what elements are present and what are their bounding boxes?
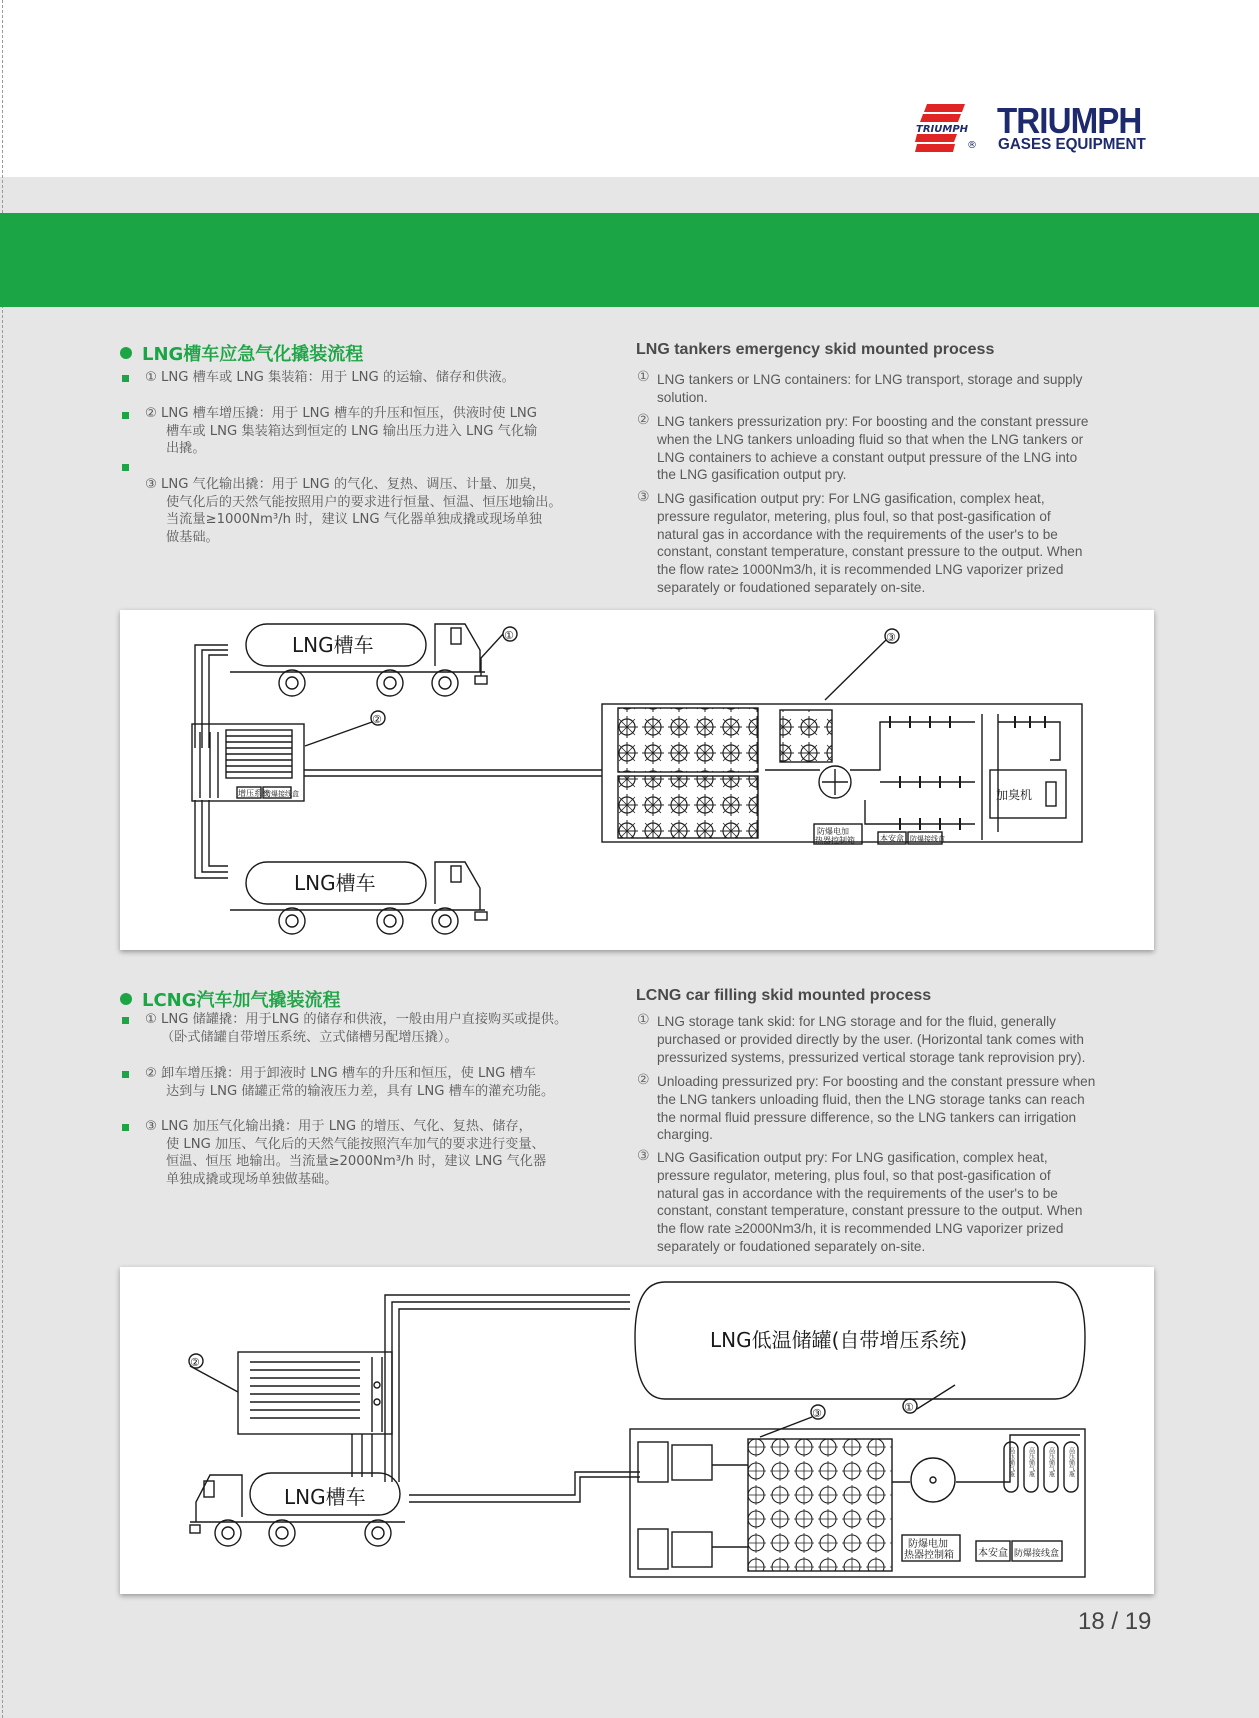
section1-en-title: LNG tankers emergency skid mounted process — [636, 341, 995, 358]
callout-2: ② — [190, 1356, 200, 1369]
en-line: LNG tankers pressurization pry: For boosting and the constant pressure — [657, 414, 1089, 429]
callout-3: ③ — [812, 1407, 822, 1420]
diagram-1-svg — [120, 610, 1154, 950]
green-banner — [0, 213, 1259, 307]
cn-line: 槽车或 LNG 集装箱达到恒定的 LNG 输出压力进入 LNG 气化输 — [166, 423, 538, 439]
control-box-label-2: 热器控制箱 — [815, 836, 855, 845]
section2-en-title: LCNG car filling skid mounted process — [636, 987, 932, 1004]
section2-title-text: LCNG汽车加气撬装流程 — [142, 990, 341, 1011]
section2-cn-item-3 — [145, 1118, 546, 1188]
cn-line: 恒温、恒压 地输出。当流量≥2000Nm³/h 时，建议 LNG 气化器 — [166, 1154, 547, 1169]
section2-en-item-2 — [657, 1073, 1154, 1144]
junction-box-label: 防爆接线盒 — [1014, 1549, 1060, 1559]
cn-line: 达到与 LNG 储罐正常的输液压力差，具有 LNG 槽车的灌充功能。 — [166, 1083, 555, 1099]
cylinder-label-2: 高压储气瓶 — [1027, 1447, 1035, 1477]
cn-line: 使气化后的天然气能按照用户的要求进行恒量、恒温、恒压地输出。 — [166, 494, 562, 510]
process-diagram-1 — [120, 610, 1154, 950]
en-line: the flow rate ≥2000Nm3/h, it is recommended LNG vaporizer prized — [657, 1221, 1064, 1237]
logo-mark-text: TRIUMPH — [916, 124, 969, 135]
truck2-label: LNG槽车 — [294, 871, 376, 895]
cn-line: 使 LNG 加压、气化后的天然气能按照汽车加气的要求进行变量、 — [166, 1136, 545, 1152]
square-bullet-icon — [122, 412, 129, 419]
en-line: pressure regulator, metering, plus foul, so that post-gasification of — [657, 508, 1051, 524]
section1-en-item-2 — [657, 413, 1154, 484]
section2-cn-item-2 — [145, 1065, 554, 1100]
en-line: solution. — [657, 389, 708, 405]
square-bullet-icon — [122, 464, 129, 471]
diagram-2-svg — [120, 1267, 1154, 1594]
cn-line: ② 卸车增压撬：用于卸液时 LNG 槽车的升压和恒压，使 LNG 槽车 — [145, 1066, 536, 1081]
cn-line: ② LNG 槽车增压撬：用于 LNG 槽车的升压和恒压，供液时使 LNG — [145, 406, 538, 421]
item-number: ① — [637, 1012, 650, 1028]
brand-logo — [915, 100, 1155, 156]
cn-line: ① LNG 槽车或 LNG 集装箱：用于 LNG 的运输、储存和供液。 — [145, 370, 515, 385]
box-label-b: 防爆接线盒 — [264, 790, 299, 798]
process-diagram-2 — [120, 1267, 1154, 1594]
en-line: the LNG tankers unloading fluid, then the LNG storage tanks can reach — [657, 1091, 1085, 1107]
unloading-skid — [238, 1352, 392, 1434]
en-line: the normal fluid pressure difference, so the LNG tankers can irrigation — [657, 1109, 1077, 1125]
en-line: charging. — [657, 1127, 713, 1143]
bullet-dot-icon — [120, 347, 132, 359]
en-line: LNG Gasification output pry: For LNG gasification, complex heat, — [657, 1150, 1048, 1165]
section1-en-item-1 — [657, 371, 1154, 407]
section1-title-text: LNG槽车应急气化撬装流程 — [142, 344, 364, 365]
cn-line: ① LNG 储罐撬：用于LNG 的储存和供液，一般由用户直接购买或提供。 — [145, 1012, 568, 1027]
square-bullet-icon — [122, 375, 129, 382]
gasification-skid — [602, 704, 1082, 844]
en-line: the flow rate≥ 1000Nm3/h, it is recommended LNG vaporizer prized — [657, 562, 1064, 578]
section1-cn-item-1 — [145, 369, 515, 387]
square-bullet-icon — [122, 1124, 129, 1131]
cn-line: ③ LNG 加压气化输出撬：用于 LNG 的增压、气化、复热、储存， — [145, 1119, 532, 1134]
control-box-label-2: 热器控制箱 — [904, 1550, 954, 1561]
cn-line: （卧式储罐自带增压系统、立式储槽另配增压撬）。 — [161, 1029, 458, 1045]
en-line: LNG gasification output pry: For LNG gasification, complex heat, — [657, 491, 1045, 506]
en-line: purchased or provided directly by the user. (Horizontal tank comes with — [657, 1031, 1084, 1047]
cn-line: 出撬。 — [166, 441, 206, 456]
en-line: LNG storage tank skid: for LNG storage and for the fluid, generally — [657, 1014, 1056, 1029]
cylinder-label-1: 高压储气瓶 — [1007, 1447, 1015, 1477]
section1-cn-item-2 — [145, 405, 537, 458]
callout-1: ① — [904, 1401, 914, 1414]
safety-box-label: 本安盒 — [880, 834, 904, 843]
junction-box-label: 防爆接线盒 — [910, 835, 945, 843]
section2-cn-item-1 — [145, 1011, 567, 1046]
en-line: separately or foudationed separately on-site. — [657, 579, 926, 595]
section1-en-item-3 — [657, 490, 1154, 597]
brand-name: TRIUMPH — [997, 100, 1142, 141]
cylinder-label-4: 高压储气瓶 — [1067, 1447, 1075, 1477]
en-line: natural gas in accordance with the requirements of the user's to be — [657, 526, 1058, 542]
box-label-a: 增压系统 — [238, 789, 270, 798]
en-line: when the LNG tankers unloading fluid so that when the LNG tankers or — [657, 431, 1084, 447]
item-number: ① — [637, 369, 650, 385]
section2-en-item-3 — [657, 1149, 1154, 1256]
cn-line: 当流量≥1000Nm³/h 时，建议 LNG 气化器单独成撬或现场单独 — [166, 512, 542, 527]
square-bullet-icon — [122, 1071, 129, 1078]
item-number: ③ — [637, 1148, 650, 1164]
en-line: natural gas in accordance with the requirements of the user's to be — [657, 1185, 1058, 1201]
page-number: 18 / 19 — [1078, 1608, 1152, 1635]
square-bullet-icon — [122, 1017, 129, 1024]
item-number: ③ — [637, 489, 650, 505]
lng-truck — [190, 1473, 405, 1546]
section2-en-item-1 — [657, 1013, 1154, 1066]
truck1-label: LNG槽车 — [292, 633, 374, 657]
callout-3: ③ — [886, 631, 896, 644]
en-line: pressure regulator, metering, plus foul, so that post-gasification of — [657, 1167, 1051, 1183]
control-box-label-1: 防爆电加 — [817, 827, 849, 836]
callout-2: ② — [372, 713, 382, 726]
en-line: LNG containers to achieve a constant output pressure of the LNG into — [657, 449, 1078, 465]
cylinder-label-3: 高压储气瓶 — [1047, 1447, 1055, 1477]
item-number: ② — [637, 1072, 650, 1088]
en-line: the LNG gasification output pry. — [657, 467, 847, 483]
en-line: separately or foudationed separately on-site. — [657, 1238, 926, 1254]
en-line: pressurized systems, pressurized vertical storage tank reprovision pry). — [657, 1049, 1086, 1065]
section1-title — [120, 340, 363, 366]
cn-line: 做基础。 — [166, 529, 219, 545]
section1-cn-item-3 — [145, 476, 562, 546]
en-line: Unloading pressurized pry: For boosting and the constant pressure when — [657, 1074, 1096, 1089]
en-line: LNG tankers or LNG containers: for LNG transport, storage and supply — [657, 372, 1083, 387]
safety-box-label: 本安盒 — [978, 1548, 1008, 1559]
en-line: constant, constant temperature, constant pressure to the output. When — [657, 1203, 1083, 1219]
registered-mark: ® — [967, 140, 977, 151]
cn-line: ③ LNG 气化输出撬：用于 LNG 的气化、复热、调压、计量、加臭， — [145, 477, 545, 492]
storage-tank-label: LNG低温储罐(自带增压系统) — [710, 1328, 968, 1352]
bullet-dot-icon — [120, 993, 132, 1005]
callout-1: ① — [504, 629, 514, 642]
brand-subtitle: GASES EQUIPMENT — [998, 136, 1146, 153]
odorizer-label: 加臭机 — [996, 788, 1033, 802]
cn-line: 单独成撬或现场单独做基础。 — [166, 1171, 338, 1187]
section2-title — [120, 986, 341, 1012]
en-line: constant, constant temperature, constant pressure to the output. When — [657, 544, 1083, 560]
control-box-label-1: 防爆电加 — [908, 1539, 948, 1550]
item-number: ② — [637, 412, 650, 428]
truck-label: LNG槽车 — [284, 1485, 366, 1509]
